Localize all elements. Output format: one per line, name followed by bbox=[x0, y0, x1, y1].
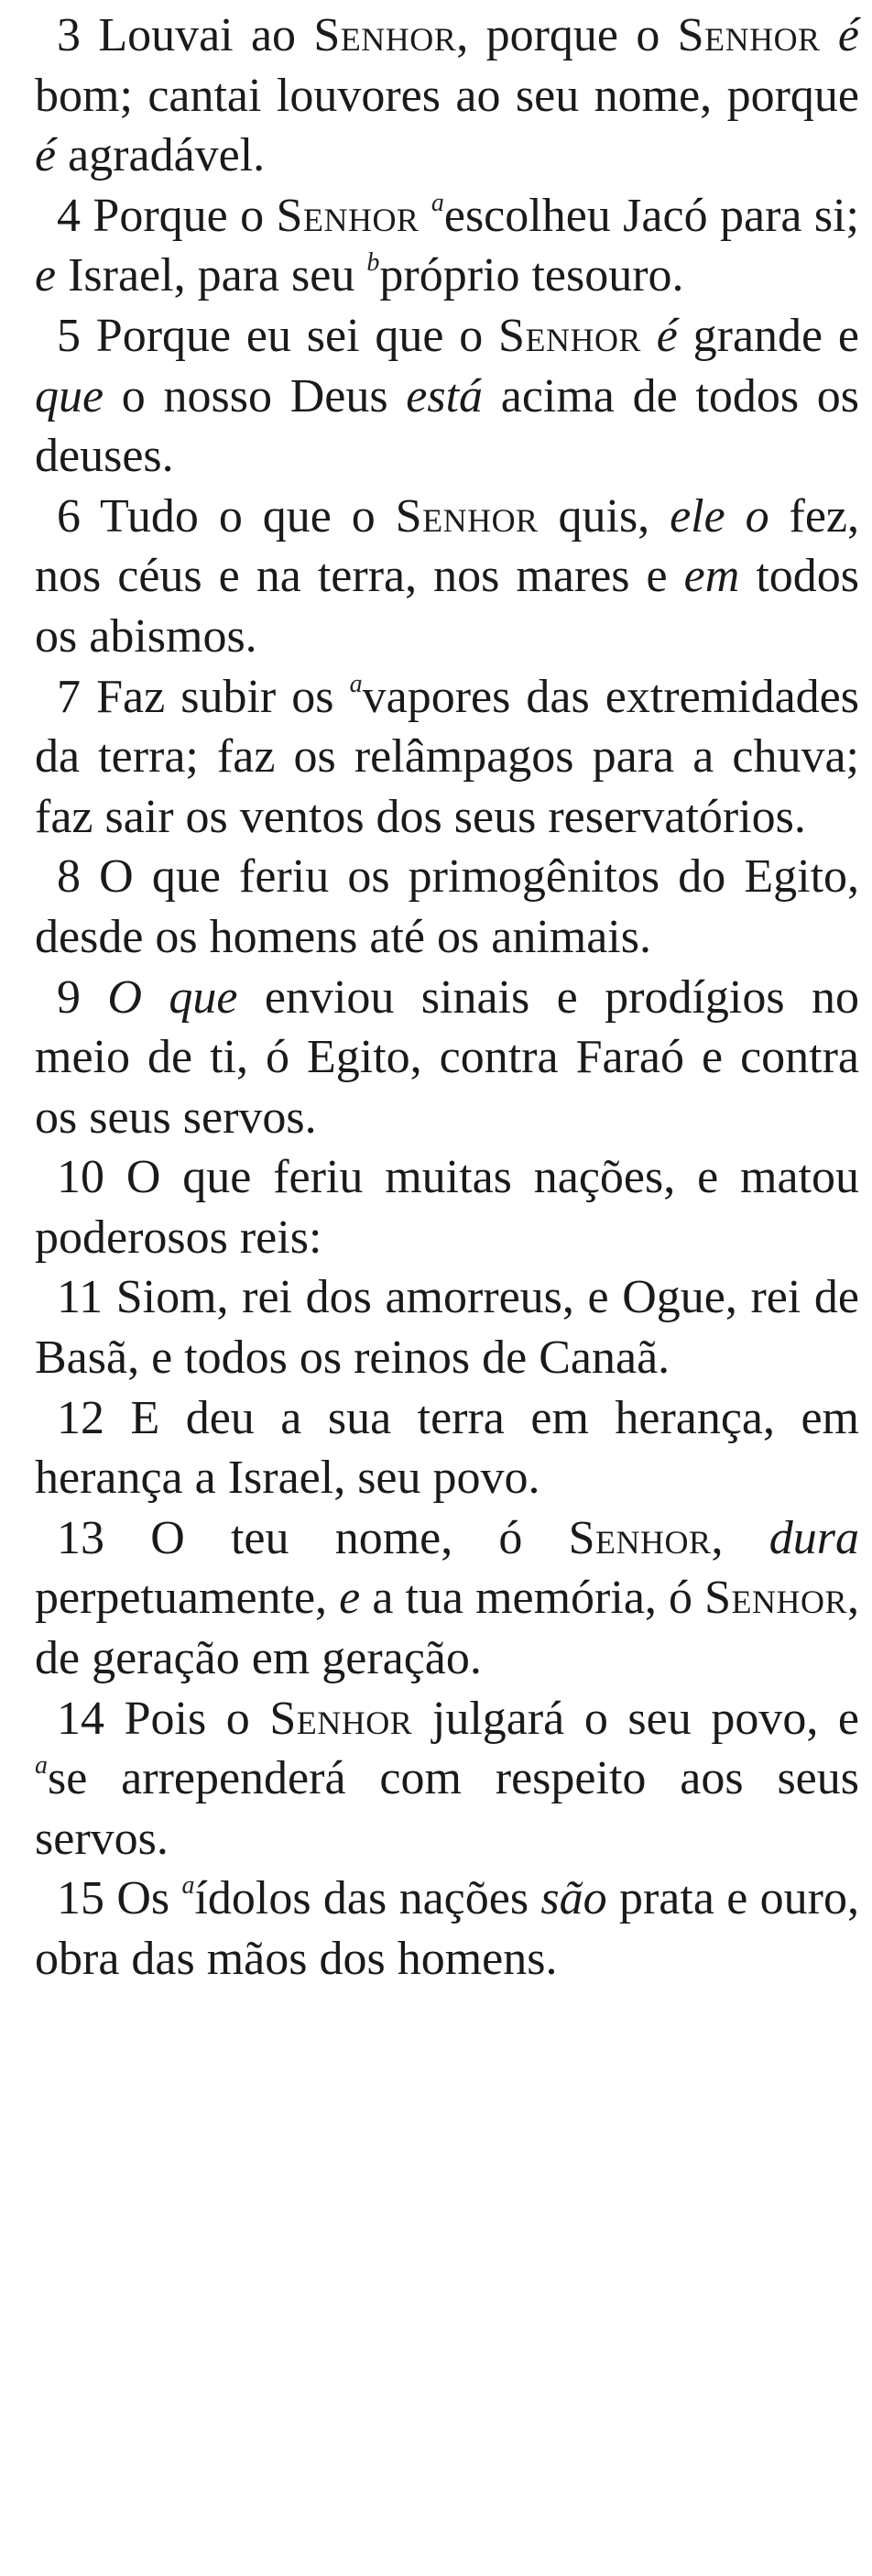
verse-text: Porque eu sei que o bbox=[95, 309, 499, 362]
verse-text: E deu a sua terra em herança, em herança a Israel, seu povo. bbox=[35, 1391, 860, 1505]
verse-text: perpetuamente, bbox=[35, 1572, 340, 1625]
verse-number: 8 bbox=[57, 850, 81, 904]
verse-number: 9 bbox=[57, 970, 81, 1024]
verse-number: 10 bbox=[57, 1151, 104, 1204]
verse-13 bbox=[35, 1508, 859, 1689]
verse-number: 15 bbox=[57, 1872, 104, 1925]
italic-text: é bbox=[35, 129, 57, 182]
verse-text: quis, bbox=[538, 489, 670, 543]
verse-8 bbox=[35, 847, 859, 967]
verse-text: , porque o bbox=[456, 9, 678, 61]
verse-text: Israel, para seu bbox=[56, 249, 367, 302]
verse-text bbox=[419, 190, 431, 242]
italic-text: é bbox=[656, 309, 678, 362]
verse-text: Louvai ao bbox=[98, 9, 314, 61]
verse-6 bbox=[35, 487, 859, 667]
verse-text: Tudo o que o bbox=[99, 489, 396, 543]
lord-small-caps: Senhor bbox=[498, 309, 641, 362]
footnote-marker[interactable]: b bbox=[366, 248, 380, 278]
verse-11 bbox=[35, 1267, 859, 1387]
verse-text: acima de todos os deuses. bbox=[35, 369, 859, 483]
footnote-marker[interactable]: a bbox=[181, 1871, 195, 1901]
verse-text: Porque o bbox=[93, 189, 277, 242]
verse-12 bbox=[35, 1388, 859, 1508]
italic-text: O que bbox=[107, 970, 238, 1024]
italic-text: são bbox=[540, 1872, 607, 1925]
verse-text: Faz subir os bbox=[96, 670, 350, 723]
verse-7 bbox=[35, 667, 859, 848]
verse-number: 4 bbox=[57, 189, 81, 242]
verse-text bbox=[821, 9, 838, 61]
verse-text: todos os abismos. bbox=[35, 550, 859, 663]
italic-text: e bbox=[339, 1572, 361, 1625]
verse-text: fez, nos céus e na terra, nos mares e bbox=[35, 489, 860, 603]
italic-text: está bbox=[406, 369, 484, 422]
verse-number: 5 bbox=[57, 309, 81, 362]
verse-4 bbox=[35, 186, 859, 306]
verse-text: vapores das extremidades da terra; faz os relâmpagos para a chuva; faz sair os ventos dos seus reservatórios. bbox=[35, 670, 859, 843]
lord-small-caps: Senhor bbox=[568, 1511, 712, 1564]
verse-text: se arrependerá com respeito aos seus servos. bbox=[35, 1752, 859, 1865]
verse-text: próprio tesouro. bbox=[379, 249, 684, 302]
verse-text: grande e bbox=[677, 309, 859, 362]
italic-text: em bbox=[683, 550, 740, 603]
italic-text: que bbox=[35, 369, 104, 422]
italic-text: é bbox=[837, 9, 859, 61]
lord-small-caps: Senhor bbox=[269, 1692, 413, 1745]
verse-5 bbox=[35, 306, 859, 487]
verse-text bbox=[641, 310, 657, 362]
verse-list bbox=[35, 5, 859, 1990]
verse-text: escolheu Jacó para si; bbox=[443, 189, 859, 242]
italic-text: e bbox=[35, 249, 57, 302]
verse-text: Os bbox=[116, 1872, 182, 1925]
verse-text: prata e ouro, obra das mãos dos homens. bbox=[35, 1872, 859, 1985]
verse-number: 12 bbox=[57, 1391, 104, 1444]
lord-small-caps: Senhor bbox=[313, 9, 457, 61]
verse-number: 11 bbox=[57, 1271, 104, 1324]
verse-14 bbox=[35, 1689, 859, 1869]
verse-number: 13 bbox=[57, 1511, 104, 1564]
italic-text: dura bbox=[768, 1511, 859, 1564]
lord-small-caps: Senhor bbox=[704, 1572, 847, 1625]
verse-number: 3 bbox=[57, 9, 81, 61]
verse-number: 6 bbox=[57, 489, 81, 543]
footnote-marker[interactable]: a bbox=[431, 188, 444, 217]
verse-10 bbox=[35, 1147, 859, 1267]
verse-text: Pois o bbox=[124, 1692, 270, 1745]
verse-text: O que feriu os primogênitos do Egito, desde os homens até os animais. bbox=[35, 850, 860, 963]
verse-text: bom; cantai louvores ao seu nome, porque bbox=[35, 69, 859, 122]
verse-text: agradável. bbox=[56, 129, 266, 182]
lord-small-caps: Senhor bbox=[677, 9, 821, 61]
verse-text: Siom, rei dos amorreus, e Ogue, rei de Basã, e todos os reinos de Canaã. bbox=[35, 1271, 860, 1385]
footnote-marker[interactable]: a bbox=[35, 1751, 48, 1781]
verse-3 bbox=[35, 5, 859, 186]
verse-text: o nosso Deus bbox=[104, 369, 407, 422]
verse-text: , de geração em geração. bbox=[35, 1572, 859, 1685]
verse-text: ídolos das nações bbox=[194, 1872, 541, 1925]
verse-9 bbox=[35, 968, 859, 1148]
italic-text: ele o bbox=[670, 489, 769, 543]
lord-small-caps: Senhor bbox=[395, 489, 539, 543]
verse-text: a tua memória, ó bbox=[360, 1572, 705, 1625]
verse-text: enviou sinais e prodígios no meio de ti, ó Egito, contra Faraó e contra os seus servos. bbox=[35, 970, 859, 1144]
verse-15 bbox=[35, 1869, 859, 1989]
verse-number: 7 bbox=[57, 670, 81, 723]
verse-text: O que feriu muitas nações, e matou poderosos reis: bbox=[35, 1151, 859, 1264]
footnote-marker[interactable]: a bbox=[349, 669, 363, 698]
lord-small-caps: Senhor bbox=[276, 189, 420, 242]
verse-text: julgará o seu povo, e bbox=[412, 1692, 859, 1745]
verse-number: 14 bbox=[57, 1692, 104, 1745]
verse-text: , bbox=[711, 1511, 769, 1564]
verse-text: O teu nome, ó bbox=[150, 1511, 569, 1564]
